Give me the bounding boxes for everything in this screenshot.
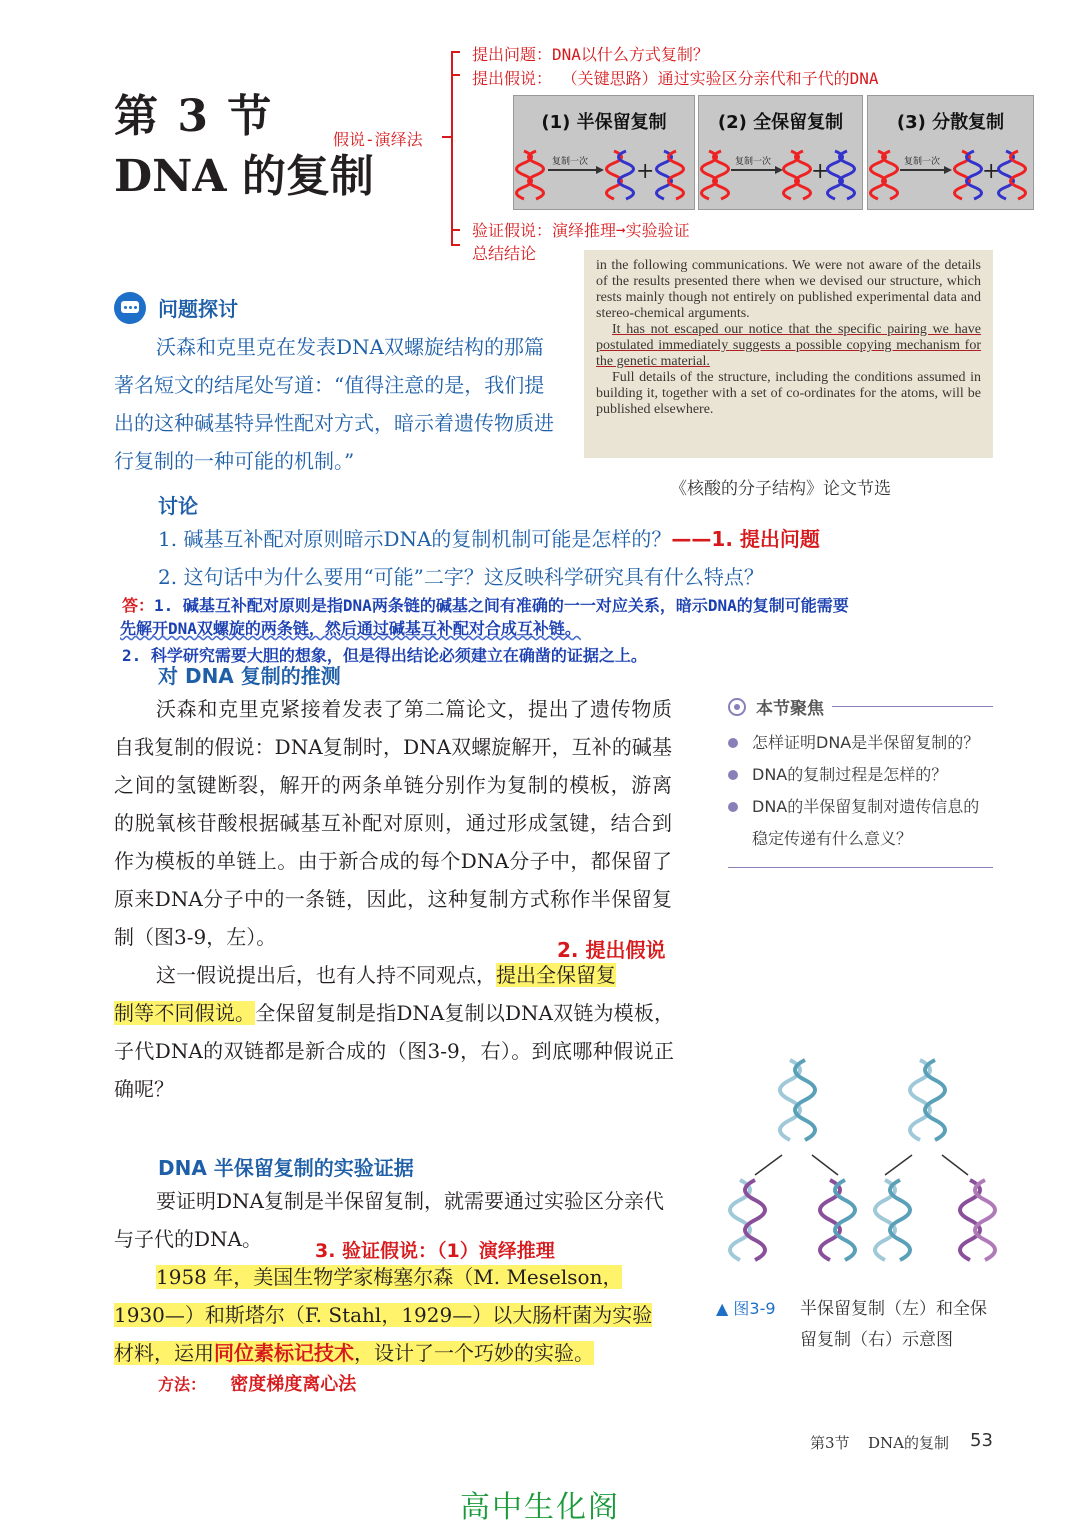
panel-conservative [698, 95, 863, 210]
watermark: 高中生化阁 [460, 1490, 620, 1525]
svg-text:+: + [982, 159, 1001, 184]
highlight: 制等不同假说。 [114, 1001, 256, 1025]
mindmap-bracket [430, 40, 470, 260]
question-1-note: ——1. 提出问题 [671, 527, 820, 551]
speculation-paragraph: 沃森和克里克紧接着发表了第二篇论文，提出了遗传物质自我复制的假说：DNA复制时，DNA双螺旋解开，互补的碱基之间的氢键断裂，解开的两条单链分别作为复制的模板，游离的脱氧核苷酸根据碱基互补配对原则，通过形成氢键，结合到作为模板的单链上。由于新合成的每个DNA分子中，都保留了原来DNA分子中的一条链，因此，这种复制方式称作半保留复制（图3-9，左）。 [114, 697, 672, 949]
question-2: 2. 这句话中为什么要用“可能”二字？这反映科学研究具有什么特点？ [158, 565, 764, 589]
highlight: 材料，运用 [114, 1341, 214, 1365]
figure-caption: 半保留复制（左）和全保留复制（右）示意图 [800, 1299, 987, 1350]
excerpt-paragraph: in the following communications. We were not aware of the details of the results presented there when we devised our structure, which rests mainly though not entirely on published experimental data and stereo-chemical arguments. [596, 258, 981, 321]
speculation-paragraph-2 [114, 956, 674, 1108]
hypothesis-note: 2. 提出假说 [557, 938, 666, 962]
mindmap-step-hypothesis: 提出假说： （关键思路）通过实验区分亲代和子代的DNA [472, 69, 879, 88]
svg-text:复制一次: 复制一次 [904, 157, 941, 167]
page-title: DNA 的复制 [114, 151, 374, 202]
mindmap-center: 假说-演绎法 [333, 130, 423, 149]
figure-3-9-diagram [720, 1050, 1020, 1270]
dna-helix-diagram [514, 146, 694, 206]
text: 这一假说提出后，也有人持不同观点， [156, 963, 496, 987]
svg-text:+: + [636, 159, 655, 184]
method-value: 密度梯度离心法 [230, 1374, 357, 1395]
paper-excerpt [584, 250, 993, 458]
panel-title: (1) 半保留复制 [541, 112, 667, 133]
focus-item: DNA的半保留复制对遗传信息的稳定传递有什么意义？ [728, 791, 993, 855]
method-label: 方法： [158, 1375, 207, 1394]
panel-dispersive [867, 95, 1034, 210]
page-number: 53 [970, 1430, 993, 1451]
answer-1-cont: 先解开DNA双螺旋的两条链，然后通过碱基互补配对合成互补链。 [120, 619, 581, 638]
highlight-key-term: 同位素标记技术 [214, 1341, 354, 1365]
focus-item: 怎样证明DNA是半保留复制的？ [728, 727, 993, 759]
focus-heading: 本节聚焦 [756, 699, 824, 719]
excerpt-paragraph-underlined: It has not escaped our notice that the specific pairing we have postulated immediately suggests a possible copying mechanism for the genetic material. [596, 322, 981, 369]
method-row [158, 1370, 356, 1396]
dna-helix-diagram [868, 146, 1033, 206]
verify-note: 3. 验证假说：（1）演绎推理 [315, 1240, 555, 1262]
answer-1: 1. 碱基互补配对原则是指DNA两条链的碱基之间有准确的一一对应关系，暗示DNA的复制可能需要 [154, 596, 849, 615]
discussion-label: 讨论 [158, 494, 198, 518]
svg-text:复制一次: 复制一次 [735, 157, 772, 167]
replication-models [510, 92, 1035, 210]
section-number: 第 3 节 [114, 91, 274, 142]
figure-label: ▲ 图3-9 [716, 1299, 776, 1318]
mindmap-step-verify: 验证假说：演绎推理➞实验验证 [472, 221, 690, 240]
mindmap-step-conclusion: 总结结论 [472, 244, 537, 263]
panel-title: (2) 全保留复制 [717, 112, 844, 133]
answer-block [122, 593, 1022, 666]
footer-section: 第3节 [810, 1434, 850, 1452]
evidence-paragraph: 要证明DNA复制是半保留复制，就需要通过实验区分亲代与子代的DNA。 [114, 1189, 664, 1251]
footer-title: DNA的复制 [868, 1434, 949, 1452]
dna-helix-diagram [699, 146, 862, 206]
text: 全保留复制是指DNA复制以DNA双链为模板，子代DNA的双链都是新合成的（图3-9，右）。到底哪种假说正确呢？ [114, 1001, 674, 1101]
highlight: ，设计了一个巧妙的实验。 [354, 1341, 594, 1365]
excerpt-caption: 《核酸的分子结构》论文节选 [670, 479, 891, 499]
focus-list [728, 727, 993, 855]
mindmap-step-question: 提出问题：DNA以什么方式复制？ [472, 45, 709, 64]
highlight: 1958 年，美国生物学家梅塞尔森（M. Meselson， [156, 1265, 623, 1289]
question-1 [158, 520, 820, 558]
highlight: 提出全保留复 [496, 963, 616, 987]
experiment-paragraph [114, 1258, 680, 1372]
discussion-heading: 问题探讨 [158, 297, 238, 321]
focus-item: DNA的复制过程是怎样的？ [728, 759, 993, 791]
svg-text:复制一次: 复制一次 [552, 157, 589, 167]
speculation-heading: 对 DNA 复制的推测 [158, 664, 341, 688]
answer-2: 2. 科学研究需要大胆的想象，但是得出结论必须建立在确凿的证据之上。 [122, 646, 647, 665]
question-1-text: 1. 碱基互补配对原则暗示DNA的复制机制可能是怎样的？ [158, 527, 672, 551]
evidence-heading: DNA 半保留复制的实验证据 [158, 1156, 414, 1180]
svg-text:+: + [811, 159, 830, 184]
chat-bubble-icon [114, 292, 146, 324]
target-icon [728, 698, 746, 716]
discussion-intro: 沃森和克里克在发表DNA双螺旋结构的那篇著名短文的结尾处写道：“值得注意的是，我们提出的这种碱基特异性配对方式，暗示着遗传物质进行复制的一种可能的机制。” [114, 335, 554, 473]
panel-semiconservative [513, 95, 695, 210]
highlight: 1930—）和斯塔尔（F. Stahl，1929—）以大肠杆菌为实验 [114, 1303, 653, 1327]
focus-box [728, 694, 993, 868]
panel-title: (3) 分散复制 [896, 112, 1005, 133]
excerpt-paragraph: Full details of the structure, including the conditions assumed in building it, together with a set of co-ordinates for the atoms, will be published elsewhere. [596, 370, 981, 417]
answer-label: 答： [122, 596, 155, 615]
